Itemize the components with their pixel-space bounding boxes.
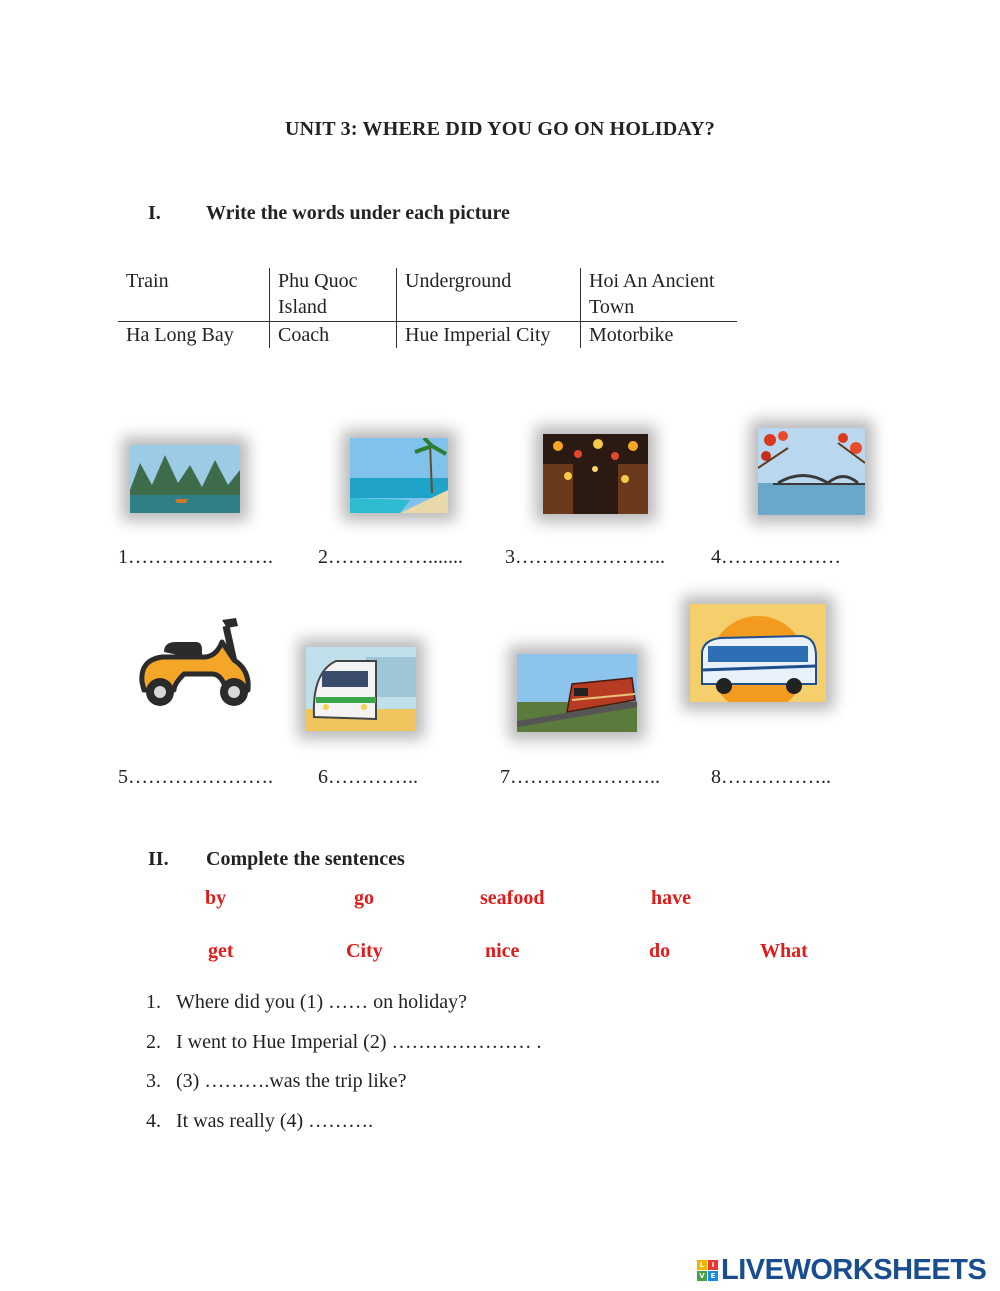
answer-blank-7[interactable]: 7………………….. — [500, 766, 660, 788]
page-title: UNIT 3: WHERE DID YOU GO ON HOLIDAY? — [284, 118, 716, 140]
table-cell: Train — [118, 268, 270, 322]
logo-block: E — [708, 1271, 718, 1281]
sentence-number: 1. — [146, 991, 161, 1013]
motorbike-icon — [134, 612, 259, 712]
table-cell: Hue Imperial City — [397, 322, 581, 349]
word-bank-item: nice — [485, 940, 520, 962]
word-bank-item: City — [346, 940, 383, 962]
table-row — [118, 268, 737, 322]
answer-blank-5[interactable]: 5…………………. — [118, 766, 273, 788]
section-1-title: Write the words under each picture — [206, 202, 510, 224]
word-bank-item: go — [354, 887, 374, 909]
table-cell: Motorbike — [581, 322, 738, 349]
sentence-text[interactable]: Where did you (1) …… on holiday? — [176, 991, 468, 1013]
section-2-number: II. — [148, 848, 169, 870]
list-item — [146, 1028, 541, 1068]
word-bank-item: have — [651, 887, 691, 909]
table-cell: Hoi An Ancient Town — [581, 268, 738, 322]
word-bank-item: do — [649, 940, 671, 962]
train-photo — [517, 654, 637, 732]
hue-bridge-photo — [758, 428, 865, 515]
island-beach-photo — [350, 438, 448, 513]
sentence-number: 3. — [146, 1070, 161, 1092]
logo-block: V — [697, 1271, 707, 1281]
table-cell: Ha Long Bay — [126, 324, 234, 346]
answer-blank-4[interactable]: 4……………… — [711, 546, 841, 568]
sentence-number: 4. — [146, 1109, 161, 1132]
list-item — [146, 988, 541, 1028]
liveworksheets-logo — [697, 1255, 986, 1285]
sentence-list — [146, 988, 541, 1146]
section-2-title: Complete the sentences — [206, 848, 405, 870]
answer-blank-3[interactable]: 3………………….. — [505, 546, 665, 568]
section-1-number: I. — [148, 202, 161, 224]
sentence-text[interactable]: I went to Hue Imperial (2) ………………… . — [176, 1030, 542, 1053]
word-table — [118, 268, 737, 348]
answer-blank-8[interactable]: 8…………….. — [711, 766, 831, 788]
sentence-text[interactable]: (3) ……….was the trip like? — [176, 1070, 407, 1092]
logo-text: LIVEWORKSHEETS — [721, 1253, 987, 1286]
list-item — [146, 1107, 541, 1147]
logo-block: I — [708, 1260, 718, 1270]
table-cell: Phu Quoc Island — [270, 268, 397, 322]
word-bank-item: What — [760, 940, 808, 962]
coach-bus-illustration — [690, 604, 826, 702]
underground-train-illustration — [306, 647, 416, 731]
table-cell: Underground — [397, 268, 581, 322]
logo-blocks-icon — [697, 1260, 718, 1281]
list-item — [146, 1067, 541, 1107]
answer-blank-2[interactable]: 2……………....... — [318, 546, 463, 568]
sentence-text[interactable]: It was really (4) ………. — [176, 1109, 374, 1132]
answer-blank-1[interactable]: 1…………………. — [118, 546, 273, 568]
word-bank-item: by — [205, 887, 227, 909]
sentence-number: 2. — [146, 1030, 161, 1053]
ha-long-bay-photo — [130, 445, 240, 513]
hoi-an-lanterns-photo — [543, 434, 648, 514]
table-row — [118, 322, 737, 349]
logo-block: L — [697, 1260, 707, 1270]
answer-blank-6[interactable]: 6………….. — [318, 766, 418, 788]
word-bank-item: seafood — [480, 887, 545, 909]
table-cell: Coach — [270, 322, 397, 349]
word-bank-item: get — [208, 940, 234, 962]
